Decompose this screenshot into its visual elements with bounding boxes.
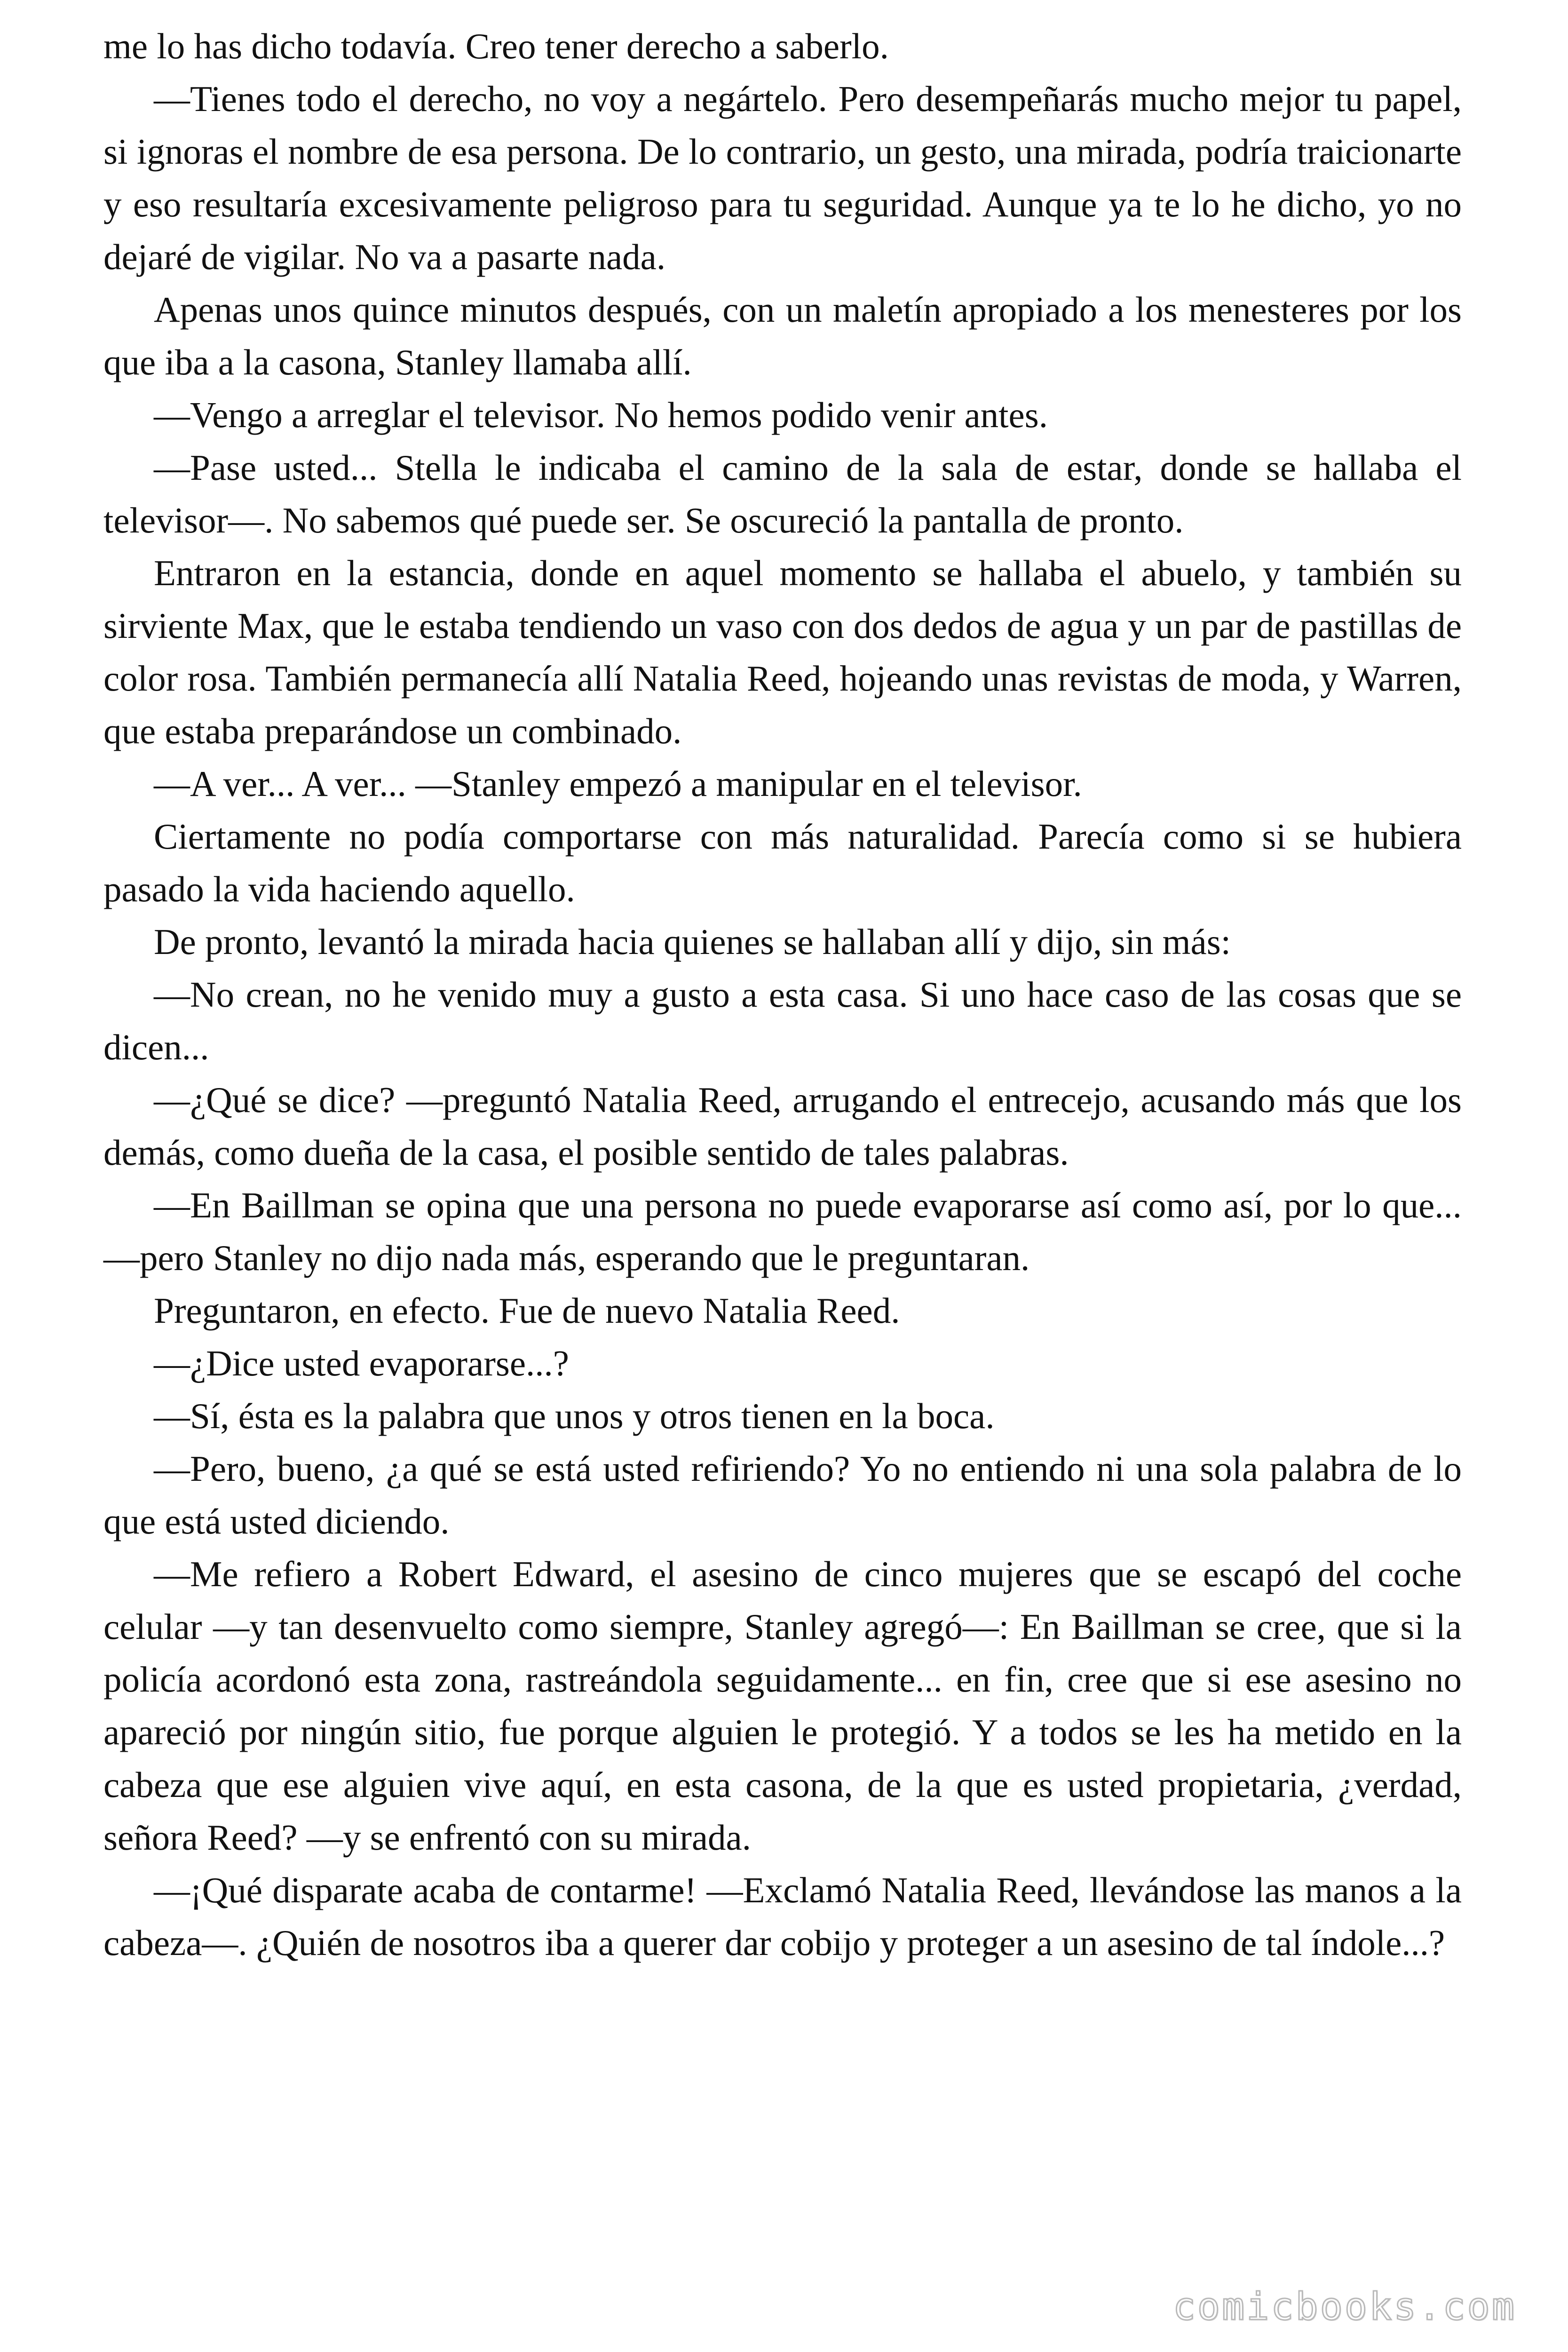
paragraph: De pronto, levantó la mirada hacia quienes se hallaban allí y dijo, sin más: (154, 922, 1231, 962)
paragraph: Preguntaron, en efecto. Fue de nuevo Natalia Reed. (154, 1290, 900, 1331)
paragraph: Apenas unos quince minutos después, con un maletín apropiado a los menesteres por los que iba a la casona, Stanley llamaba allí. (103, 289, 1462, 382)
paragraph: —Me refiero a Robert Edward, el asesino de cinco mujeres que se escapó del coche celular —y tan desenvuelto como siempre, Stanley agregó—: En Baillman se cree, que si la policía acordonó esta zona, rastreándola seguidamente... en fin, cree que si ese asesino no apareció por ningún sitio, fue porque alguien le protegió. Y a todos se les ha metido en la cabeza que ese alguien vive aquí, en esta casona, de la que es usted propietaria, ¿verdad, señora Reed? —y se enfrentó con su mirada. (103, 1554, 1462, 1858)
paragraph: —Vengo a arreglar el televisor. No hemos podido venir antes. (154, 395, 1048, 435)
paragraph: —Tienes todo el derecho, no voy a negártelo. Pero desempeñarás mucho mejor tu papel, si ignoras el nombre de esa persona. De lo contrario, un gesto, una mirada, podría traicionarte y eso resultaría excesivamente peligroso para tu seguridad. Aunque ya te lo he dicho, yo no dejaré de vigilar. No va a pasarte nada. (103, 79, 1462, 277)
paragraph: —Pase usted... Stella le indicaba el camino de la sala de estar, donde se hallaba el televisor—. No sabemos qué puede ser. Se oscureció la pantalla de pronto. (103, 447, 1462, 540)
paragraph: —¿Dice usted evaporarse...? (154, 1343, 569, 1383)
paragraph: —¡Qué disparate acaba de contarme! —Exclamó Natalia Reed, llevándose las manos a la cabeza—. ¿Quién de nosotros iba a querer dar cobijo y proteger a un asesino de tal índole...? (103, 1870, 1462, 1963)
paragraph: —No crean, no he venido muy a gusto a esta casa. Si uno hace caso de las cosas que se dicen... (103, 974, 1462, 1067)
paragraph: Entraron en la estancia, donde en aquel momento se hallaba el abuelo, y también su sirviente Max, que le estaba tendiendo un vaso con dos dedos de agua y un par de pastillas de color rosa. También permanecía allí Natalia Reed, hojeando unas revistas de moda, y Warren, que estaba preparándose un combinado. (103, 553, 1462, 751)
watermark: comicbooks.com (1172, 2285, 1516, 2328)
paragraph: —Sí, ésta es la palabra que unos y otros tienen en la boca. (154, 1396, 995, 1436)
paragraph: Ciertamente no podía comportarse con más naturalidad. Parecía como si se hubiera pasado la vida haciendo aquello. (103, 816, 1462, 909)
paragraph: —En Baillman se opina que una persona no puede evaporarse así como así, por lo que... —pero Stanley no dijo nada más, esperando que le preguntaran. (103, 1185, 1462, 1278)
paragraph: me lo has dicho todavía. Creo tener derecho a saberlo. (103, 26, 889, 66)
page-text (103, 20, 1462, 1969)
paragraph: —¿Qué se dice? —preguntó Natalia Reed, arrugando el entrecejo, acusando más que los demás, como dueña de la casa, el posible sentido de tales palabras. (103, 1080, 1462, 1173)
paragraph: —Pero, bueno, ¿a qué se está usted refiriendo? Yo no entiendo ni una sola palabra de lo que está usted diciendo. (103, 1448, 1462, 1542)
paragraph: —A ver... A ver... —Stanley empezó a manipular en el televisor. (154, 763, 1082, 804)
